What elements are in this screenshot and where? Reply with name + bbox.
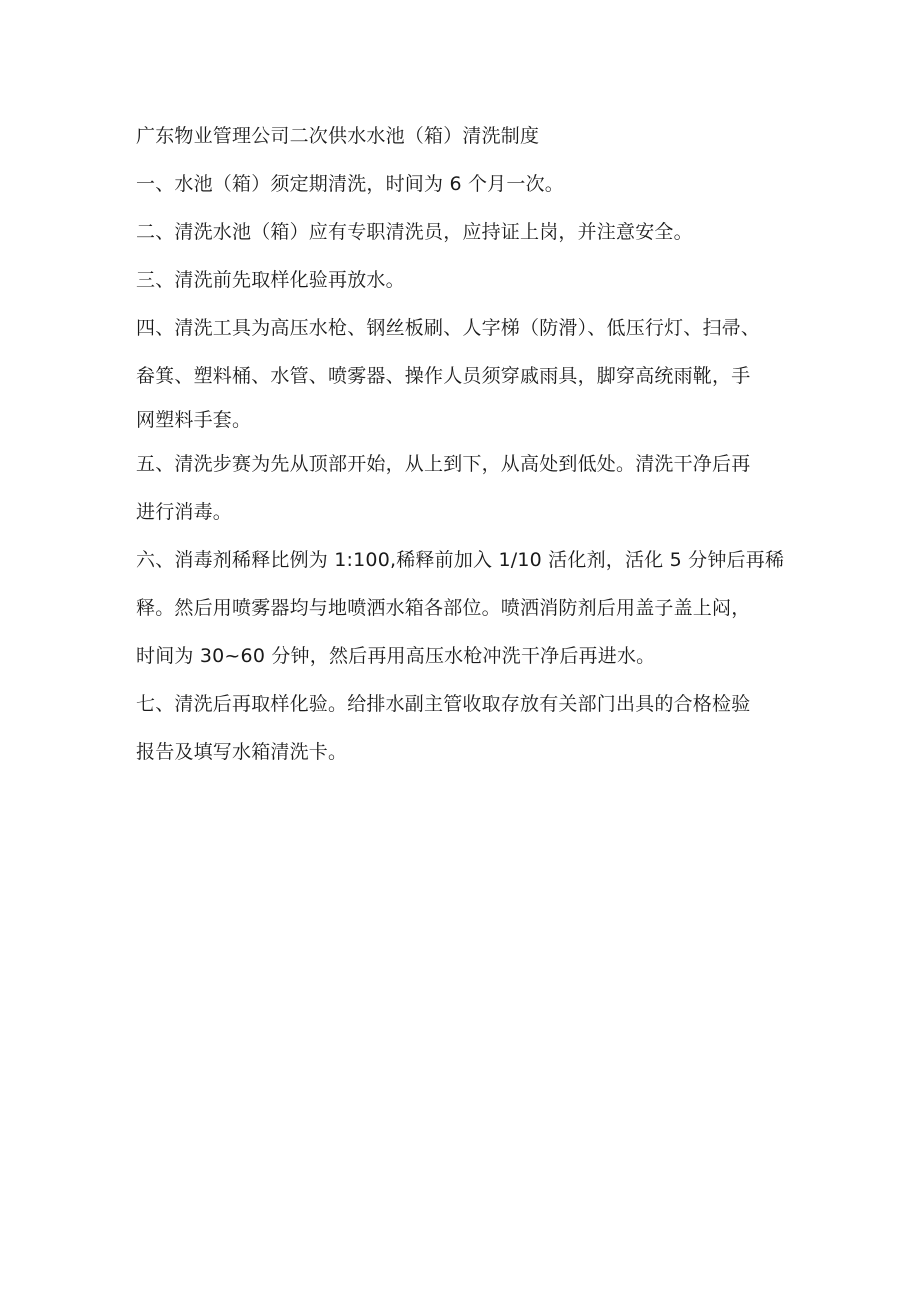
paragraph-line: 四、清洗工具为高压水枪、钢丝板刷、人字梯（防滑）、低压行灯、扫帚、: [136, 317, 761, 339]
paragraph-line: 七、清洗后再取样化验。给排水副主管收取存放有关部门出具的合格检验: [136, 693, 751, 715]
paragraph-line: 二、清洗水池（箱）应有专职清洗员，应持证上岗，并注意安全。: [136, 221, 693, 243]
paragraph-line: 五、清洗步赛为先从顶部开始，从上到下，从高处到低处。清洗干净后再: [136, 453, 751, 475]
paragraph-line: 三、清洗前先取样化验再放水。: [136, 269, 405, 291]
paragraph-line: 六、消毒剂稀释比例为 1:100,稀释前加入 1/10 活化剂，活化 5 分钟后再稀: [136, 549, 785, 571]
paragraph-line: 网塑料手套。: [136, 409, 252, 431]
paragraph-line: 释。然后用喷雾器均与地喷洒水箱各部位。喷洒消防剂后用盖子盖上闷，: [136, 597, 751, 619]
paragraph-line: 进行消毒。: [136, 501, 233, 523]
paragraph-line: 时间为 30~60 分钟，然后再用高压水枪冲洗干净后再进水。: [136, 645, 656, 667]
paragraph-line: 畚箕、塑料桶、水管、喷雾器、操作人员须穿戚雨具，脚穿高统雨靴，手: [136, 365, 751, 387]
paragraph-line: 一、水池（箱）须定期清洗，时间为 6 个月一次。: [136, 173, 564, 195]
document-body: [136, 112, 816, 776]
document-title: 广东物业管理公司二次供水水池（箱）清洗制度: [136, 125, 540, 147]
paragraph-line: 报告及填写水箱清洗卡。: [136, 741, 348, 763]
